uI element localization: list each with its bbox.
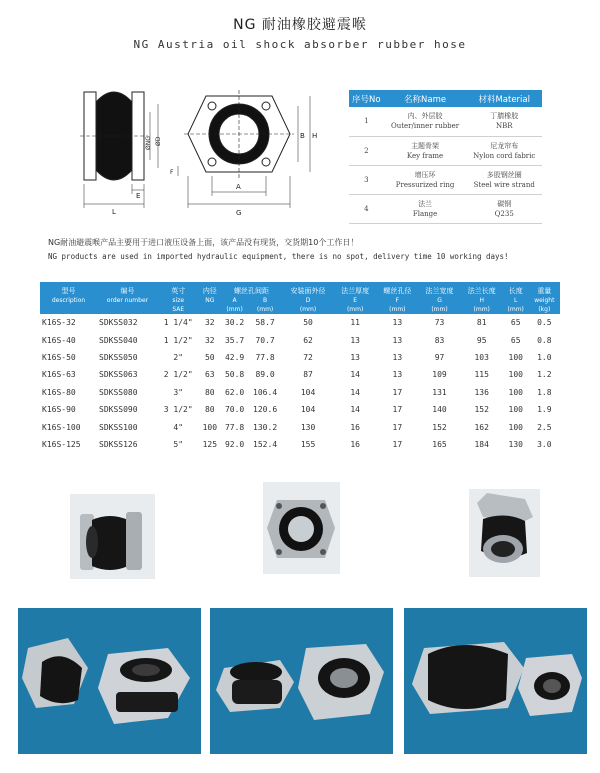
materials-table xyxy=(349,90,542,224)
spec-cell: K16S-100 xyxy=(42,422,81,432)
spec-cell: 100 xyxy=(508,422,523,432)
spec-header-top: 型号 xyxy=(40,282,97,296)
spec-cell: 130.2 xyxy=(253,422,278,432)
spec-cell: 14 xyxy=(350,387,360,397)
spec-cell: 106.4 xyxy=(253,387,278,397)
spec-header-top: 法兰长度 xyxy=(461,282,503,296)
spec-cell: 95 xyxy=(476,335,487,345)
spec-header-unit: (mm) xyxy=(299,306,317,313)
spec-header-bottom xyxy=(529,296,560,314)
spec-header-bottom xyxy=(334,296,376,314)
spec-cell: SDKSS126 xyxy=(99,439,138,449)
mat-no: 4 xyxy=(349,194,384,223)
spec-cell: 50 xyxy=(303,318,313,328)
mat-name xyxy=(384,194,467,223)
spec-cell: 165 xyxy=(432,439,447,449)
spec-cell: 2" xyxy=(173,352,184,362)
spec-cell: 130 xyxy=(508,439,523,449)
spec-cell: 32 xyxy=(204,318,215,328)
spec-cell: 81 xyxy=(476,318,487,328)
spec-cell: 16 xyxy=(350,422,360,432)
product-photo-1 xyxy=(70,494,155,579)
spec-header-label: B xyxy=(263,297,268,304)
spec-cell: 17 xyxy=(392,422,403,432)
mat-name-cn: 内、外层胶 xyxy=(407,112,443,121)
mat-header-no: 序号No xyxy=(349,90,384,107)
mat-name-en: Flange xyxy=(412,209,438,218)
spec-header-label: description xyxy=(51,297,86,304)
spec-cell: 184 xyxy=(474,439,489,449)
spec-cell: 73 xyxy=(434,318,445,328)
technical-drawing xyxy=(66,72,346,222)
spec-cell: 70.0 xyxy=(224,405,245,415)
dim-e-label: E xyxy=(136,192,141,200)
spec-cell: 1.9 xyxy=(537,405,552,415)
page-title-cn: NG 耐油橡胶避震喉 xyxy=(233,17,367,33)
spec-cell: 115 xyxy=(474,370,489,380)
spec-header-bottom xyxy=(221,296,248,314)
mat-material-en: Steel wire strand xyxy=(473,180,535,189)
spec-cell: 16 xyxy=(350,439,360,449)
spec-cell: 109 xyxy=(432,370,447,380)
spec-header-label: H xyxy=(479,297,484,304)
spec-cell: 103 xyxy=(474,352,489,362)
spec-cell: 13 xyxy=(392,318,403,328)
spec-cell: 104 xyxy=(300,405,316,415)
spec-cell: 80 xyxy=(204,387,215,397)
spec-cell: 11 xyxy=(350,318,360,328)
spec-cell: 100 xyxy=(508,405,523,415)
dim-d-label: ØD xyxy=(155,136,162,146)
spec-cell: 63 xyxy=(204,370,215,380)
spec-cell: 5" xyxy=(173,439,184,449)
spec-header-top: 螺丝孔径 xyxy=(376,282,418,296)
mat-name-cn: 主题骨架 xyxy=(411,141,440,150)
spec-header-top: 内径 xyxy=(199,282,222,296)
spec-cell: K16S-80 xyxy=(42,387,76,397)
spec-cell: 14 xyxy=(350,370,360,380)
table-row xyxy=(40,401,560,418)
table-row xyxy=(349,107,542,136)
spec-cell: 14 xyxy=(350,405,360,415)
spec-header-bottom xyxy=(199,296,222,314)
spec-cell: 30.2 xyxy=(224,318,245,328)
product-photo-4 xyxy=(18,608,201,754)
spec-header-unit: (kg) xyxy=(538,306,551,313)
spec-cell: 1.2 xyxy=(537,370,552,380)
spec-cell: 42.9 xyxy=(224,352,245,362)
spec-cell: K16S-63 xyxy=(42,370,76,380)
spec-cell: 152 xyxy=(432,422,447,432)
spec-cell: 87 xyxy=(303,370,313,380)
spec-cell: SDKSS040 xyxy=(99,335,138,345)
spec-cell: 104 xyxy=(300,387,316,397)
spec-cell: 0.8 xyxy=(537,335,552,345)
spec-cell: 35.7 xyxy=(224,335,245,345)
spec-cell: K16S-125 xyxy=(42,439,81,449)
mat-name-en: Pressurized ring xyxy=(395,180,455,189)
spec-cell: 17 xyxy=(392,439,403,449)
spec-cell: SDKSS080 xyxy=(99,387,138,397)
spec-cell: 13 xyxy=(392,370,403,380)
spec-cell: 97 xyxy=(434,352,445,362)
mat-material xyxy=(466,136,542,165)
spec-cell: 0.5 xyxy=(537,318,552,328)
spec-cell: K16S-32 xyxy=(42,318,76,328)
spec-cell: K16S-50 xyxy=(42,352,76,362)
spec-cell: 1.0 xyxy=(537,352,552,362)
spec-cell: 2 1/2" xyxy=(163,370,193,380)
note-en: NG products are used in imported hydraulic equipment, there is no spot, delivery time 10 working days! xyxy=(48,252,509,261)
spec-cell: 50.8 xyxy=(224,370,245,380)
spec-cell: SDKSS032 xyxy=(99,318,138,328)
mat-material-cn: 碳钢 xyxy=(497,199,512,208)
spec-header-unit: SAE xyxy=(172,306,185,313)
spec-cell: 13 xyxy=(392,352,403,362)
mat-material-en: Nylon cord fabric xyxy=(473,151,536,160)
spec-table xyxy=(40,282,560,453)
page-title-en: NG Austria oil shock absorber rubber hose xyxy=(133,38,467,51)
mat-name-cn: 增压环 xyxy=(414,170,436,179)
spec-header-label: A xyxy=(232,297,237,304)
spec-header-label: weight xyxy=(534,297,555,304)
spec-header-unit: (mm) xyxy=(431,306,448,313)
spec-cell: 13 xyxy=(350,335,360,345)
mat-material-cn: 多股钢丝圈 xyxy=(486,170,522,179)
mat-name xyxy=(384,107,467,136)
spec-cell: 3" xyxy=(173,387,184,397)
spec-cell: 162 xyxy=(474,422,489,432)
table-row xyxy=(40,331,560,348)
mat-name xyxy=(384,136,467,165)
spec-cell: 100 xyxy=(508,352,523,362)
spec-header-top: 法兰厚度 xyxy=(334,282,376,296)
table-row xyxy=(349,165,542,194)
spec-cell: 92.0 xyxy=(224,439,245,449)
spec-cell: 3 1/2" xyxy=(163,405,193,415)
spec-cell: 4" xyxy=(173,422,184,432)
table-row xyxy=(40,436,560,453)
spec-header-top: 螺丝孔间距 xyxy=(221,282,282,296)
spec-header-label: G xyxy=(437,297,442,304)
spec-header-label: E xyxy=(353,297,358,304)
spec-header-bottom xyxy=(40,296,97,314)
mat-no: 3 xyxy=(349,165,384,194)
spec-cell: 152 xyxy=(474,405,489,415)
spec-header-unit: (mm) xyxy=(507,306,524,313)
spec-cell: 100 xyxy=(202,422,218,432)
spec-header-label: D xyxy=(305,297,311,304)
spec-cell: SDKSS100 xyxy=(99,422,138,432)
note-cn: NG耐油避震喉产品主要用于进口液压设备上面，该产品没有现货，交货期10个工作日！ xyxy=(48,238,359,247)
spec-cell: 62.0 xyxy=(224,387,245,397)
mat-material xyxy=(466,107,542,136)
spec-cell: 70.7 xyxy=(255,335,275,345)
spec-header-bottom xyxy=(282,296,334,314)
product-photo-3 xyxy=(469,489,540,577)
dim-ng-label: ØNG xyxy=(145,136,152,150)
spec-cell: 3.0 xyxy=(537,439,552,449)
mat-name xyxy=(384,165,467,194)
dim-h-label: H xyxy=(312,132,318,140)
spec-header-bottom xyxy=(418,296,460,314)
spec-cell: 77.8 xyxy=(255,352,275,362)
dim-l-label: L xyxy=(112,208,116,216)
spec-header-unit: (mm) xyxy=(389,306,406,313)
spec-header-top: 重量 xyxy=(529,282,560,296)
spec-cell: SDKSS090 xyxy=(99,405,138,415)
spec-cell: 65 xyxy=(510,335,521,345)
mat-material xyxy=(466,165,542,194)
dim-a-label: A xyxy=(236,183,241,191)
spec-cell: 13 xyxy=(392,335,403,345)
mat-no: 1 xyxy=(349,107,384,136)
dim-f-label: F xyxy=(170,169,174,176)
spec-cell: 80 xyxy=(204,405,215,415)
spec-cell: 2.5 xyxy=(537,422,552,432)
spec-cell: 83 xyxy=(434,335,445,345)
spec-cell: 152.4 xyxy=(253,439,278,449)
mat-name-en: Key frame xyxy=(406,151,444,160)
spec-cell: 155 xyxy=(300,439,316,449)
spec-header-unit: (mm) xyxy=(256,306,274,313)
spec-header-top: 长度 xyxy=(503,282,529,296)
mat-material-cn: 丁腈橡胶 xyxy=(490,112,519,121)
table-row xyxy=(40,366,560,383)
spec-header-label: order number xyxy=(106,297,149,304)
spec-cell: 17 xyxy=(392,405,403,415)
spec-cell: 125 xyxy=(202,439,218,449)
spec-header-bottom xyxy=(461,296,503,314)
spec-header-bottom xyxy=(376,296,418,314)
product-photo-6 xyxy=(404,608,587,754)
spec-cell: 65 xyxy=(510,318,521,328)
spec-cell: K16S-90 xyxy=(42,405,76,415)
spec-header-unit: (mm) xyxy=(473,306,490,313)
spec-cell: 72 xyxy=(303,352,313,362)
spec-cell: 17 xyxy=(392,387,403,397)
spec-cell: 140 xyxy=(432,405,447,415)
mat-name-en: Outer/inner rubber xyxy=(390,122,460,131)
spec-header-top: 英寸 xyxy=(158,282,199,296)
table-row xyxy=(40,349,560,366)
spec-cell: 100 xyxy=(508,370,523,380)
spec-header-label: L xyxy=(514,297,518,304)
spec-header-unit: (mm) xyxy=(346,306,364,313)
spec-cell: 120.6 xyxy=(253,405,278,415)
spec-cell: 131 xyxy=(432,387,447,397)
table-row xyxy=(349,136,542,165)
table-row xyxy=(40,418,560,435)
spec-cell: K16S-40 xyxy=(42,335,76,345)
table-row xyxy=(40,314,560,331)
table-row xyxy=(40,384,560,401)
spec-header-label: size xyxy=(172,297,185,304)
spec-header-bottom xyxy=(158,296,199,314)
spec-cell: 1.8 xyxy=(537,387,552,397)
spec-cell: 1 1/4" xyxy=(163,318,193,328)
spec-cell: 13 xyxy=(350,352,360,362)
spec-header-bottom xyxy=(97,296,158,314)
product-photo-5 xyxy=(210,608,393,754)
spec-header-top: 法兰宽度 xyxy=(418,282,460,296)
spec-cell: 32 xyxy=(204,335,215,345)
spec-cell: 50 xyxy=(204,352,215,362)
mat-no: 2 xyxy=(349,136,384,165)
mat-material-en: NBR xyxy=(495,122,513,131)
spec-header-bottom xyxy=(503,296,529,314)
spec-header-unit: NG xyxy=(205,297,215,304)
product-photo-2 xyxy=(263,482,340,574)
spec-cell: 100 xyxy=(508,387,523,397)
spec-cell: SDKSS063 xyxy=(99,370,138,380)
front-view xyxy=(178,90,310,208)
spec-cell: 136 xyxy=(474,387,489,397)
mat-name-cn: 法兰 xyxy=(418,199,433,208)
mat-material xyxy=(466,194,542,223)
spec-header-label: F xyxy=(395,297,400,304)
spec-header-top: 安装面外径 xyxy=(282,282,334,296)
table-row xyxy=(349,194,542,223)
spec-cell: 62 xyxy=(303,335,313,345)
spec-header-unit: (mm) xyxy=(226,306,243,313)
spec-cell: 58.7 xyxy=(255,318,275,328)
spec-table-body xyxy=(40,314,560,453)
spec-cell: 130 xyxy=(300,422,316,432)
dim-b-label: B xyxy=(300,132,305,140)
spec-cell: SDKSS050 xyxy=(99,352,138,362)
spec-header-top: 编号 xyxy=(97,282,158,296)
spec-cell: 77.8 xyxy=(224,422,245,432)
mat-header-name: 名称Name xyxy=(384,90,467,107)
spec-cell: 1 1/2" xyxy=(163,335,193,345)
mat-header-material: 材料Material xyxy=(466,90,542,107)
mat-material-en: Q235 xyxy=(494,209,514,218)
mat-material-cn: 尼龙帘布 xyxy=(490,141,519,150)
spec-header-bottom xyxy=(248,296,282,314)
spec-cell: 89.0 xyxy=(255,370,275,380)
dim-g-label: G xyxy=(236,209,242,217)
